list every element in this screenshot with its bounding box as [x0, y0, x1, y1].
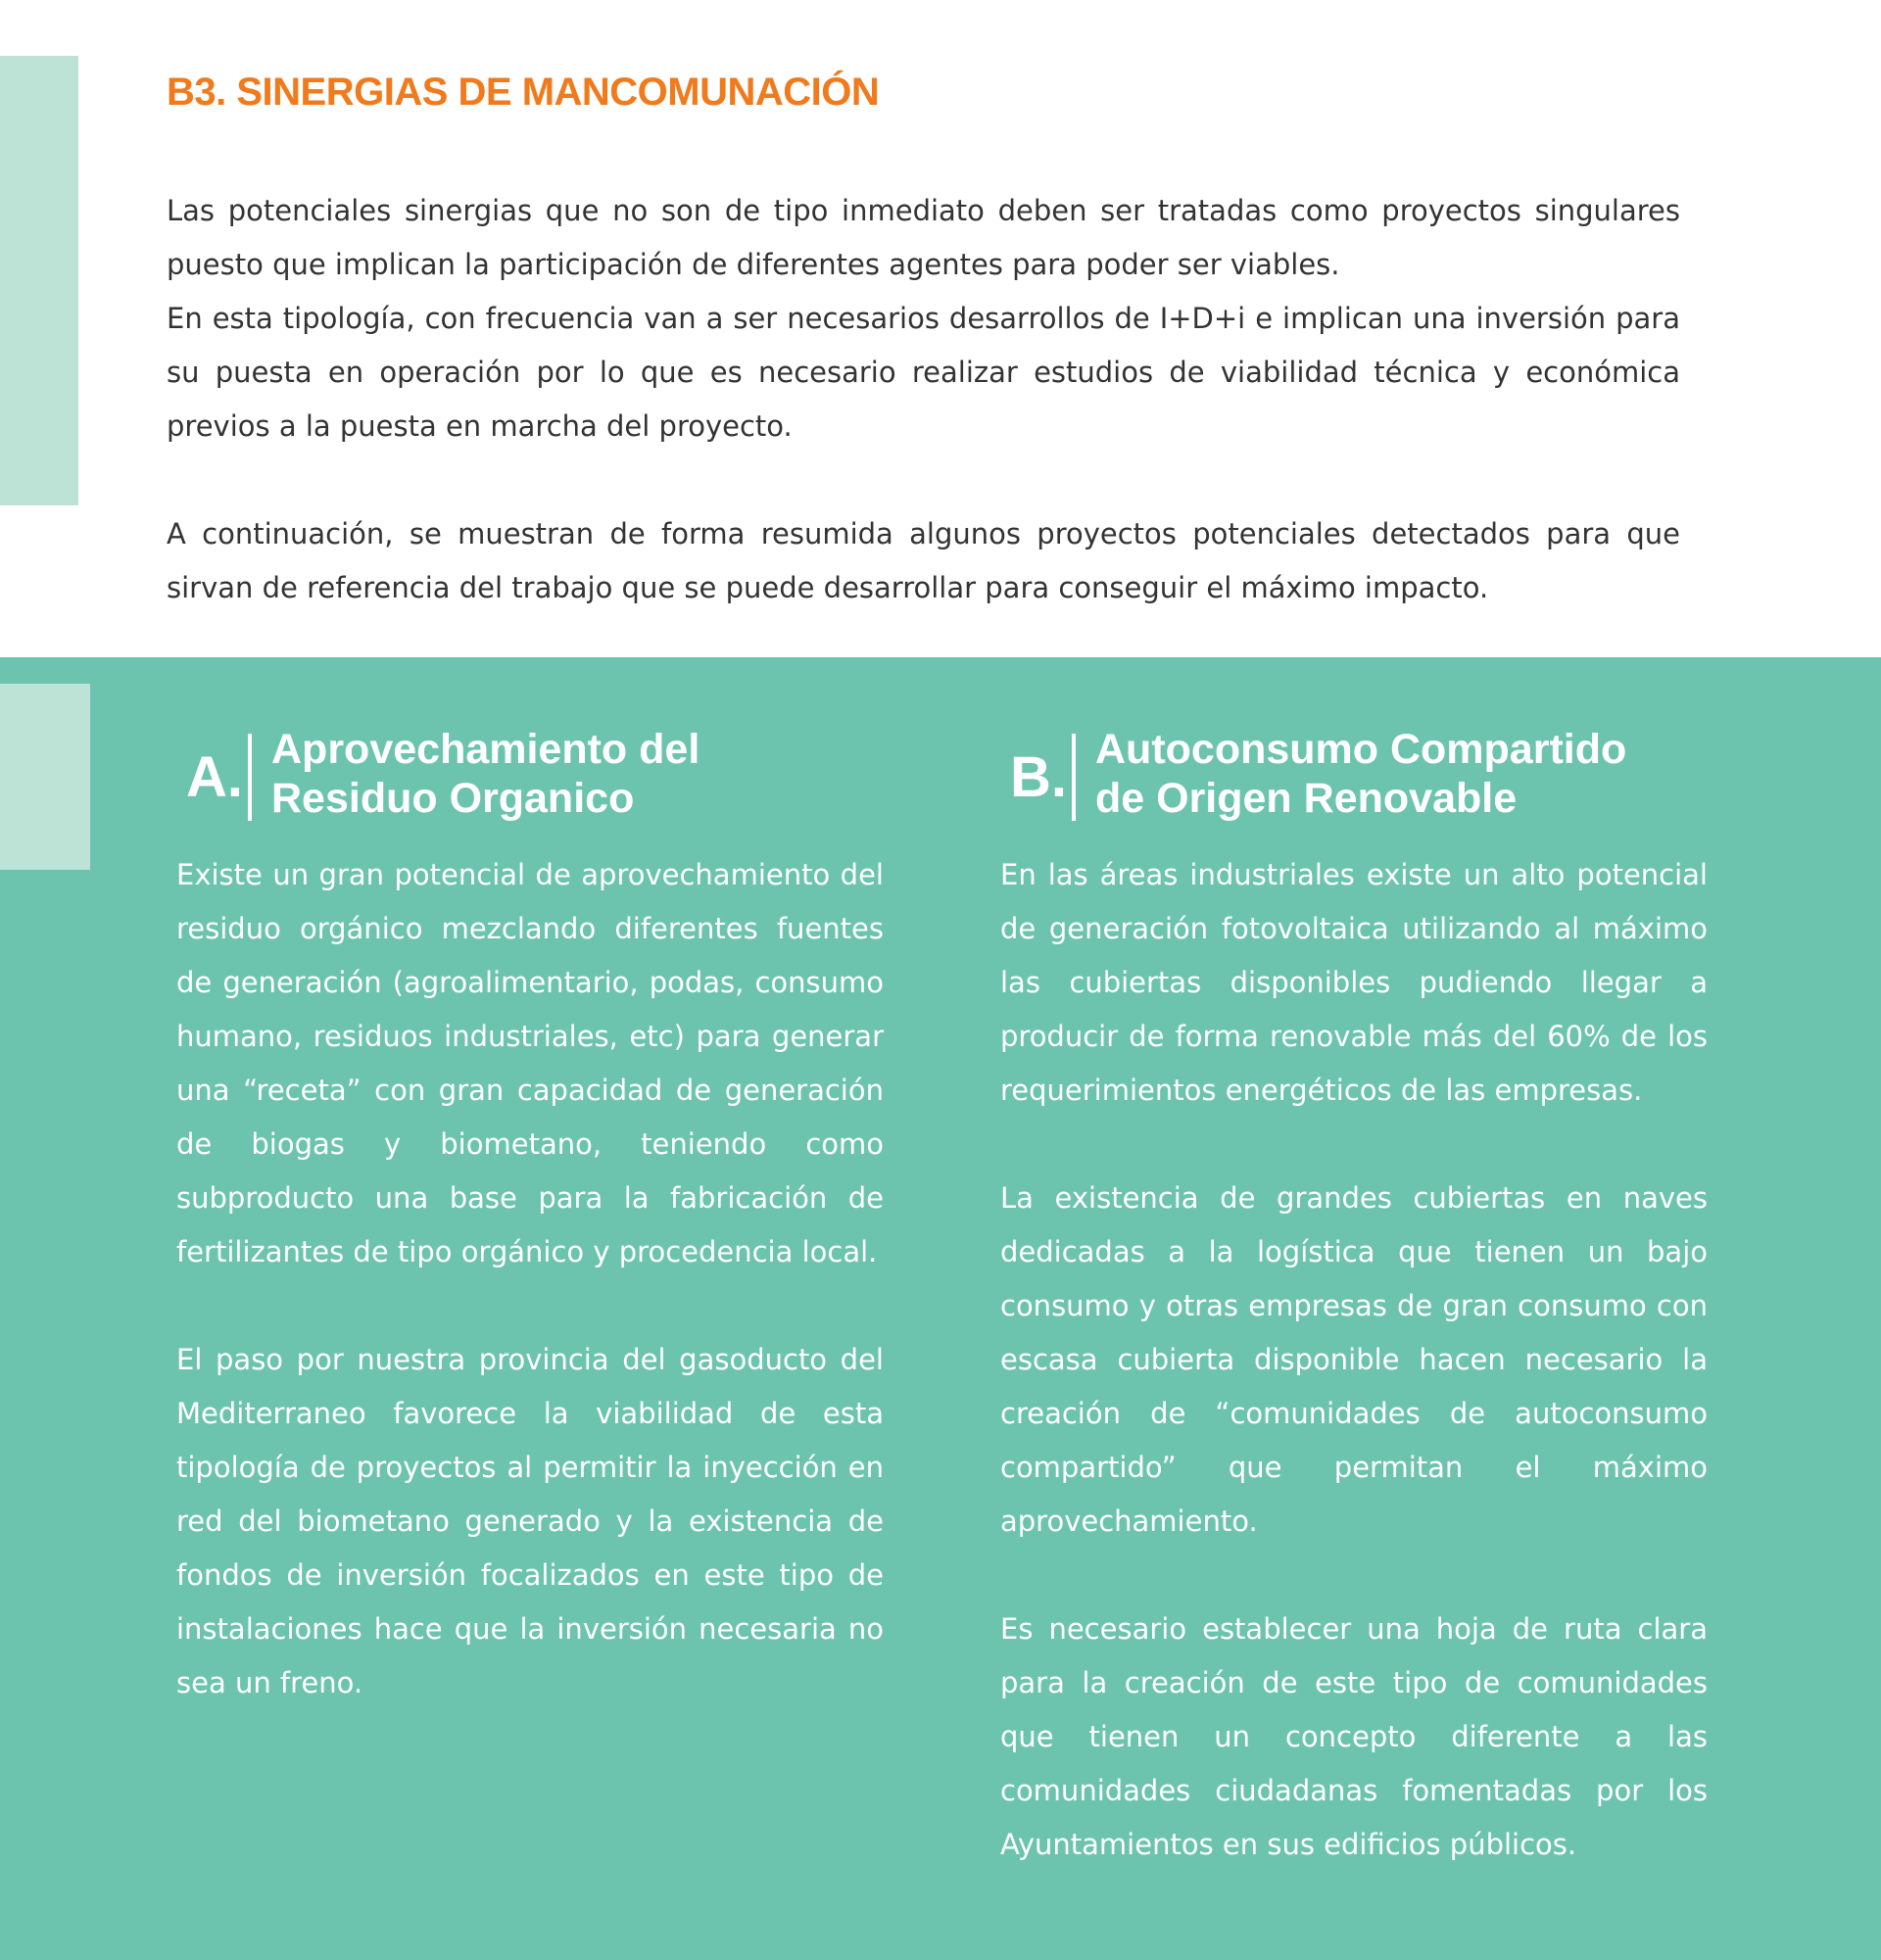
project-a	[176, 725, 884, 1699]
band-accent-bar	[0, 684, 90, 870]
project-a-title-line1: Aprovechamiento del	[271, 726, 700, 773]
project-a-title-line2: Residuo Organico	[271, 775, 635, 822]
project-a-letter: A.	[186, 745, 243, 809]
project-a-title	[271, 725, 699, 823]
project-b-divider	[1072, 734, 1076, 821]
project-b-letter: B.	[1010, 745, 1067, 809]
project-b-title-line1: Autoconsumo Compartido	[1095, 726, 1627, 773]
project-b-title	[1095, 725, 1626, 823]
project-a-body	[176, 848, 884, 1710]
intro-paragraph: A continuación, se muestran de forma resumida algunos proyectos potenciales detectados para que sirvan de referencia del trabajo que se puede desarrollar para conseguir el máximo impacto.	[167, 517, 1680, 604]
intro-paragraph: En esta tipología, con frecuencia van a ser necesarios desarrollos de I+D+i e implican una inversión para su puesta en operación por lo que es necesario realizar estudios de viabilidad técnica y económica previos a la puesta en marcha del proyecto.	[167, 302, 1680, 443]
project-a-paragraph: Existe un gran potencial de aprovechamiento del residuo orgánico mezclando diferentes fuentes de generación (agroalimentario, podas, consumo humano, residuos industriales, etc) para generar una “receta” con gran capacidad de generación de biogas y biometano, teniendo como subproducto una base para la fabricación de fertilizantes de tipo orgánico y procedencia local.	[176, 858, 884, 1268]
project-b-title-line2: de Origen Renovable	[1095, 775, 1518, 822]
project-b-body	[1000, 848, 1708, 1872]
section-title: B3. SINERGIAS DE MANCOMUNACIÓN	[167, 71, 880, 114]
project-b-paragraph: Es necesario establecer una hoja de ruta clara para la creación de este tipo de comunidades que tienen un concepto diferente a las comunidades ciudadanas fomentadas por los Ayuntamientos en sus edificios públicos.	[1000, 1612, 1708, 1861]
project-b-paragraph: En las áreas industriales existe un alto potencial de generación fotovoltaica utilizando al máximo las cubiertas disponibles pudiendo llegar a producir de forma renovable más del 60% de los requerimientos energéticos de las empresas.	[1000, 858, 1708, 1107]
intro-text	[167, 184, 1680, 615]
project-a-paragraph: El paso por nuestra provincia del gasoducto del Mediterraneo favorece la viabilidad de esta tipología de proyectos al permitir la inyección en red del biometano generado y la existencia de fondos de inversión focalizados en este tipo de instalaciones hace que la inversión necesaria no sea un freno.	[176, 1343, 884, 1699]
project-b	[1000, 725, 1708, 1861]
project-b-header	[1000, 725, 1708, 823]
project-b-paragraph: La existencia de grandes cubiertas en naves dedicadas a la logística que tienen un bajo consumo y otras empresas de gran consumo con escasa cubierta disponible hacen necesario la creación de “comunidades de autoconsumo compartido” que permitan el máximo aprovechamiento.	[1000, 1181, 1708, 1538]
project-a-header	[176, 725, 884, 823]
top-accent-bar	[0, 56, 78, 505]
intro-paragraph: Las potenciales sinergias que no son de tipo inmediato deben ser tratadas como proyectos singulares puesto que implican la participación de diferentes agentes para poder ser viables.	[167, 194, 1680, 281]
project-a-divider	[248, 734, 252, 821]
